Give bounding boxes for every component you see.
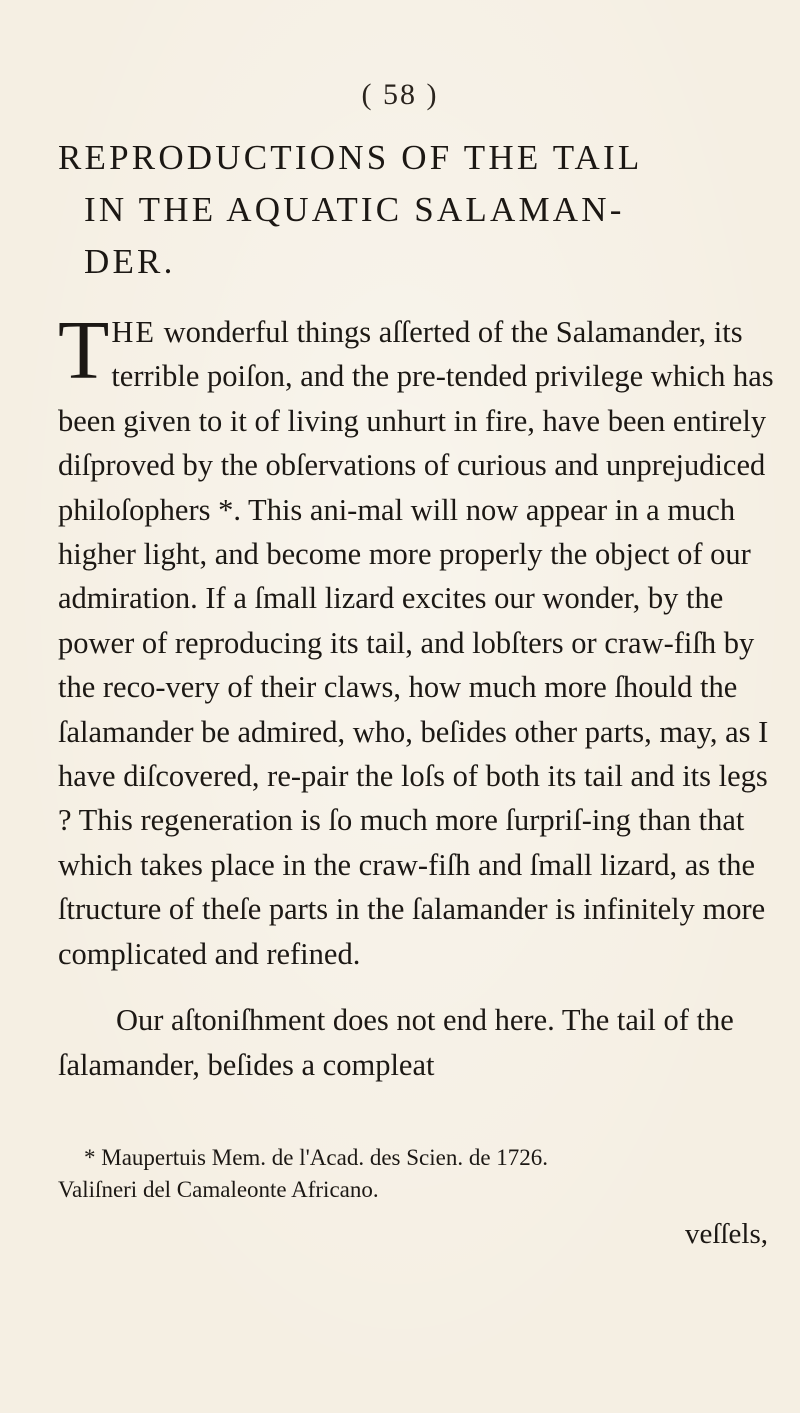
paragraph-1-text: wonderful things aſſerted of the Salamander, its terrible poiſon, and the pre-tended privilege which has been given to it of living unhurt in fire, have been entirely diſproved by the obſervations of curious and unprejudiced philoſophers *. This ani-mal will now appear in a much higher light, and become more properly the object of our admiration. If a ſmall lizard excites our wonder, by the power of reproducing its tail, and lobſters or craw-fiſh by the reco-very of their claws, how much more ſhould the ſalamander be admired, who, beſides other parts, may, as I have diſcovered, re-pair the loſs of both its tail and its legs ? This regeneration is ſo much more ſurpriſ-ing than that which takes place in the craw-fiſh and ſmall lizard, as the ſtructure of theſe parts in the ſalamander is infinitely more complicated and refined. [58,315,774,971]
footnote-line-1: * Maupertuis Mem. de l'Acad. des Scien. de 1726. [84,1145,549,1170]
heading-line-3: DER. [84,242,176,281]
paragraph-1-caps: HE [111,315,156,349]
page-number: ( 58 ) [361,78,439,111]
heading-line-1: REPRODUCTIONS OF THE TAIL [58,138,643,177]
heading-line-2: IN THE AQUATIC SALAMAN- [84,190,625,229]
drop-cap: T [58,304,110,397]
catchword: veſſels, [685,1218,768,1250]
body-text [58,304,778,1087]
paragraph-1 [58,304,778,976]
footnote-line-2: Valiſneri del Camaleonte Africano. [58,1177,379,1202]
paragraph-2: Our aſtoniſhment does not end here. The tail of the ſalamander, beſides a compleat [58,1003,734,1082]
footnote [58,1142,778,1206]
chapter-heading [58,132,778,288]
